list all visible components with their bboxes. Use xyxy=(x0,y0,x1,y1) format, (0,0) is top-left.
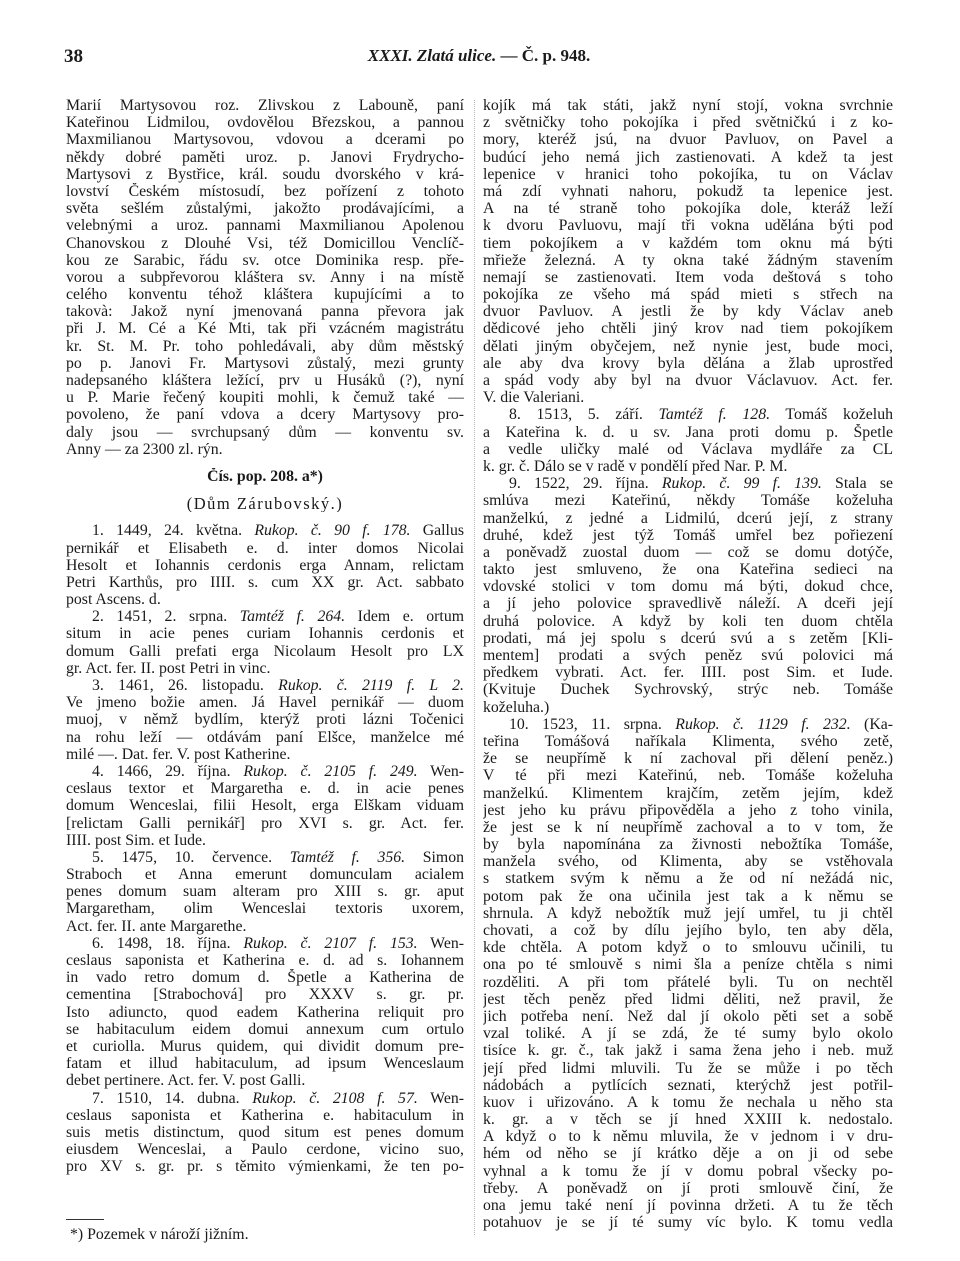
line-text: Čís. pop. 208. a*) xyxy=(207,467,323,485)
text-line xyxy=(66,1055,464,1072)
source-citation: Rukop. č. 90 f. 178. xyxy=(254,522,411,540)
line-text: Anny — za 2300 zl. rýn. xyxy=(66,440,223,458)
text-line xyxy=(483,1180,893,1197)
text-line xyxy=(66,694,464,711)
text-line xyxy=(66,677,464,694)
line-text: ceslaus saponista et Katherina e. habitaculum in xyxy=(66,1106,464,1124)
text-line xyxy=(483,1008,893,1025)
line-text: budúcí jeho nemá jich zastienovati. A kdež ta jest xyxy=(483,148,893,166)
line-text: po p. Janovi Fr. Martysovi zůstalý, mezi grunty xyxy=(66,354,464,372)
line-text: na rohu leží — otdávám paní Elšce, manželce mé xyxy=(66,728,464,746)
line-text-after: Tomáš koželuh xyxy=(770,406,893,424)
line-text: 1. 1449, 24. května. xyxy=(92,522,255,540)
text-line xyxy=(66,591,464,608)
text-line xyxy=(66,625,464,642)
text-line xyxy=(483,836,893,853)
footnote: *) Pozemek v nároží jižním. xyxy=(70,1226,249,1243)
line-text: celého konventu téhož kláštera kupujícími a to xyxy=(66,286,464,304)
text-line xyxy=(66,797,464,814)
text-line xyxy=(483,389,893,406)
line-text: kr. St. M. Pr. toho pohledávali, aby dům městský xyxy=(66,337,464,355)
line-text: manželkú. Klimentem krajčím, zetěm jejím, kdež xyxy=(483,784,893,802)
source-citation: Tamtéž f. 128. xyxy=(658,406,771,424)
line-text: se habitaculum eidem domui annexum cum ortulo xyxy=(66,1020,464,1038)
text-line xyxy=(483,1077,893,1094)
text-line xyxy=(66,338,464,355)
line-text: [relictam Galli pernikář] pro XVI s. gr. Act. fer. xyxy=(66,814,464,832)
line-text: nemají se zastienovati. Item voda deštová s toho xyxy=(483,268,893,286)
text-line xyxy=(483,406,893,423)
line-text: A když o to k němu mluvila, že v jednom i v dru- xyxy=(483,1128,893,1146)
source-citation: Rukop. č. 2119 f. L 2. xyxy=(278,677,464,694)
text-line xyxy=(483,750,893,767)
text-line xyxy=(66,900,464,917)
line-text: 8. 1513, 5. září. xyxy=(509,406,659,424)
text-line xyxy=(66,1107,464,1124)
text-line xyxy=(483,1145,893,1162)
line-text-after: Stala se xyxy=(821,475,893,493)
text-line xyxy=(483,149,893,166)
running-head-separator: — xyxy=(496,46,522,65)
line-text: in vado retro domum d. Špetle a Katherina de xyxy=(66,969,464,987)
line-text: povoleno, že paní vdova a dcery Martysovy pro- xyxy=(66,406,464,424)
text-line xyxy=(66,149,464,166)
line-text: debet pertinere. Act. fer. V. post Galli. xyxy=(66,1072,306,1090)
line-text: by byla napomínána za živnosti nebožtíka Tomáše, xyxy=(483,836,893,854)
line-text: 6. 1498, 18. října. xyxy=(92,934,244,952)
text-line xyxy=(66,1158,464,1175)
line-text: smlúva mezi Kateřinú, někdy Tomáše koželuha xyxy=(483,492,893,510)
page-number: 38 xyxy=(64,46,83,67)
line-text: pro XV s. gr. pr. s těmito výmienkami, že ten po- xyxy=(66,1158,464,1176)
line-text: (Dům Zárubovský.) xyxy=(186,495,344,513)
line-text: nádobách a pytlících seznati, kterýchž jest potřil- xyxy=(483,1076,893,1094)
line-text-after: Wen- xyxy=(417,934,464,952)
line-text-after: Wen- xyxy=(417,762,464,780)
text-line xyxy=(66,235,464,252)
text-line xyxy=(66,969,464,986)
text-line xyxy=(483,1042,893,1059)
text-line xyxy=(483,166,893,183)
text-line xyxy=(483,424,893,441)
text-line xyxy=(66,1038,464,1055)
text-line xyxy=(483,97,893,114)
text-line xyxy=(483,131,893,148)
line-text: 3. 1461, 26. listopadu. xyxy=(92,677,279,694)
text-line xyxy=(66,746,464,763)
text-line xyxy=(66,660,464,677)
text-line xyxy=(483,1060,893,1077)
text-line xyxy=(66,608,464,625)
text-line xyxy=(66,986,464,1003)
text-line xyxy=(66,1141,464,1158)
line-text: někdy dobré paměti uroz. p. Janovi Frydrycho- xyxy=(66,148,464,166)
text-line xyxy=(66,441,464,458)
text-line xyxy=(483,1111,893,1128)
text-line xyxy=(483,338,893,355)
text-line xyxy=(66,303,464,320)
line-text: tisíce k. gr. č., tak jakž i sama žena jeho i neb. muž xyxy=(483,1042,893,1060)
line-text: má zdí vyhnati nahoru, pokudž ta lepenice jest. xyxy=(483,182,893,200)
text-line xyxy=(66,522,464,539)
text-line xyxy=(483,956,893,973)
line-text: a spád vody aby byl na dvuor Václavuov. Act. fer. xyxy=(483,372,893,389)
line-text: hém od něho se jí krátko děje a on ji od sebe xyxy=(483,1145,893,1163)
text-line xyxy=(66,815,464,832)
source-citation: Tamtéž f. 356. xyxy=(289,848,406,866)
line-text: Petri Karthůs, pro IIII. s. cum XX gr. Act. sabbato xyxy=(66,573,464,591)
text-line xyxy=(66,355,464,372)
line-text: k dvoru Pavluovu, mají tři vokna udělána býti pod xyxy=(483,217,893,235)
line-text: manžela svého, od Klimenta, aby se vstěhovala xyxy=(483,853,893,871)
text-line xyxy=(483,510,893,527)
text-line xyxy=(483,785,893,802)
line-text-after: Wen- xyxy=(417,1089,464,1107)
text-line xyxy=(66,97,464,114)
line-text: s statkem svým k němu a že od ní nežádá nic, xyxy=(483,870,893,888)
line-text: Straboch et Anna emerunt domunculam acialem xyxy=(66,866,464,884)
line-text: jest těch peněz před lidmi děliti, než pravil, že xyxy=(483,990,893,1008)
line-text: et curiolla. Murus quidem, qui dividit domum pre- xyxy=(66,1037,464,1055)
line-text: daly jsou — svrchupsaný dům — konventu sv. xyxy=(66,423,464,441)
line-text: Margaretham, olim Wenceslai textoris uxorem, xyxy=(66,900,464,918)
line-text: 2. 1451, 2. srpna. xyxy=(92,608,240,626)
line-text: předkem vybrati. Act. fer. IIII. post Sim. et Iude. xyxy=(483,664,893,682)
line-text: Martysovi z Bystřice, král. soudu dvorského v krá- xyxy=(66,165,464,183)
line-text: V té při mezi Kateřinú, neb. Tomáše koželuha xyxy=(483,767,893,785)
text-line xyxy=(483,716,893,733)
text-line xyxy=(483,286,893,303)
line-text: kde chtěla. A potom když o to smlouvu učinili, tu xyxy=(483,939,893,957)
line-text: vyhnal a k tomu že jí v domu pobral všecky po- xyxy=(483,1162,893,1180)
text-line xyxy=(66,1090,464,1107)
line-text: potahuov je se jí té sumy víc bylo. K tomu vedla xyxy=(483,1214,893,1232)
text-line xyxy=(66,183,464,200)
line-text: Hesolt et Iohannis cerdonis erga Annam, relictam xyxy=(66,556,464,574)
line-text: mentem] prodati a svých peněz svú polovici má xyxy=(483,647,893,664)
line-text: ale aby dva krovy byla dělána a žlab uprostřed xyxy=(483,354,893,372)
text-line xyxy=(66,763,464,780)
text-line xyxy=(483,733,893,750)
running-head-house-number: Č. p. 948. xyxy=(521,46,591,65)
line-text: potom pak že ona učinila jest tak a k němu se xyxy=(483,887,893,905)
text-line xyxy=(483,114,893,131)
spacer xyxy=(66,485,464,495)
text-line xyxy=(66,166,464,183)
line-text: 5. 1475, 10. července. xyxy=(92,848,290,866)
line-text: domum Galli prefati erga Nicolaum Hesolt pro LX xyxy=(66,642,464,660)
line-text: 10. 1523, 11. srpna. xyxy=(509,715,676,733)
line-text: penes domum suam alteram pro XIII s. gr. aput xyxy=(66,883,464,901)
line-text-after: (Ka- xyxy=(850,715,893,733)
text-line xyxy=(483,974,893,991)
text-line xyxy=(66,643,464,660)
text-line xyxy=(483,939,893,956)
line-text: takto jest smluveno, že ona Kateřina sedieci na xyxy=(483,561,893,579)
text-line xyxy=(66,1021,464,1038)
text-line xyxy=(483,870,893,887)
line-text: chovati, a což by dílu jejího bylo, ten aby děla, xyxy=(483,922,893,939)
line-text: Act. fer. II. ante Margarethe. xyxy=(66,917,247,935)
line-text: shrnula. A když nebožtík muž její umřel, tu ji chtěl xyxy=(483,904,893,922)
text-line xyxy=(66,540,464,557)
column-divider xyxy=(474,100,475,1235)
line-text: eiusdem Wenceslai, a Paulo cerdone, vicino suo, xyxy=(66,1141,464,1159)
text-line xyxy=(483,252,893,269)
text-line xyxy=(66,131,464,148)
line-text: dědicové jeho chtěli jiný krov nad tiem pokojíkem xyxy=(483,320,893,338)
line-text: pokojíka ze všeho má spád mieti s střech na xyxy=(483,286,893,304)
text-line xyxy=(483,320,893,337)
line-text: suis metis distinctum, quod situm est penes domum xyxy=(66,1123,464,1141)
text-line xyxy=(483,492,893,509)
text-line xyxy=(66,883,464,900)
spacer xyxy=(66,458,464,468)
text-line xyxy=(483,527,893,544)
line-text: mřieže železná. A ty okna také žádným stavením xyxy=(483,251,893,269)
source-citation: Rukop. č. 1129 f. 232. xyxy=(675,715,851,733)
text-line xyxy=(483,595,893,612)
line-text: ceslaus textor et Margaretha e. d. in acie penes xyxy=(66,780,464,798)
page-header xyxy=(64,46,894,72)
line-text: V. die Valeriani. xyxy=(483,389,585,407)
line-text: její před lidmi mluvili. Tu že se může i po těch xyxy=(483,1059,893,1077)
text-line xyxy=(483,458,893,475)
text-line xyxy=(483,647,893,664)
text-line xyxy=(66,918,464,935)
line-text: vdovské stolici v tom domu má býti, dokud chce, xyxy=(483,578,893,596)
text-line xyxy=(66,574,464,591)
line-text: lovství Českém místosudí, bez pořízení z tohoto xyxy=(66,182,464,200)
line-text: třeby. A poněvadž on jí proti smlouvě činí, že xyxy=(483,1179,893,1197)
text-line xyxy=(483,888,893,905)
line-text: a vedle uličky malé od Václava mydláře za CL xyxy=(483,440,893,458)
text-line xyxy=(66,372,464,389)
line-text: teřina Tomášová naříkala Klimenta, svého zetě, xyxy=(483,732,893,750)
line-text: z světničky toho pokojíka i před světničkú i z ko- xyxy=(483,114,893,132)
text-line xyxy=(483,544,893,561)
running-head-title: XXXI. Zlatá ulice. xyxy=(367,46,497,65)
line-text: k. gr. č. Dálo se v radě v pondělí před Nar. P. M. xyxy=(483,457,788,475)
text-line xyxy=(66,952,464,969)
line-text-after: Gallus xyxy=(410,522,464,540)
line-text: velebnými a uroz. pannami Maxmilianou Apolenou xyxy=(66,217,464,235)
line-text-after: Simon xyxy=(405,848,464,866)
text-line xyxy=(483,630,893,647)
line-text: jich potřeba není. Než dal jí okolo pěti set a sobě xyxy=(483,1007,893,1025)
text-line xyxy=(66,320,464,337)
line-text: u P. Marie řečený koupiti mohli, k čemuž také — xyxy=(66,389,464,407)
line-text: takovà: Jakož nyní jmenovaná panna převora jak xyxy=(66,303,464,321)
text-line xyxy=(483,475,893,492)
text-line xyxy=(66,114,464,131)
line-text: kuov i uřizováno. A k tomu že nechala u něho sta xyxy=(483,1093,893,1111)
line-text: a Kateřina k. d. u sv. Jana proti domu p. Špetle xyxy=(483,423,893,441)
text-line xyxy=(483,1025,893,1042)
text-line xyxy=(483,561,893,578)
line-text: druhé, kdež jest týž Tomáš umřel bez pořiezení xyxy=(483,526,893,544)
line-text: milé —. Dat. fer. V. post Katherine. xyxy=(66,745,291,763)
line-text: 7. 1510, 14. dubna. xyxy=(92,1089,253,1107)
left-column xyxy=(66,97,464,1175)
line-text: pernikář et Elisabeth e. d. inter domos Nicolai xyxy=(66,539,464,557)
line-text: nadepsaného kláštera ležící, prv u Husáků (?), nyní xyxy=(66,372,464,389)
line-text: že se neupřímě k ní zachoval při dělení peněz.) xyxy=(483,750,893,768)
line-text: vzal toliké. A jí se zdá, že té sumy bylo okolo xyxy=(483,1025,893,1043)
line-text: dělati jiným obyčejem, než nynie jest, bude moci, xyxy=(483,337,893,355)
line-text: druhá polovice. A když by koli ten duom chtěla xyxy=(483,612,893,630)
text-line xyxy=(66,711,464,728)
text-line xyxy=(483,355,893,372)
text-line xyxy=(66,424,464,441)
text-line xyxy=(66,1072,464,1089)
section-heading xyxy=(66,495,464,512)
text-line xyxy=(483,699,893,716)
text-line xyxy=(483,1094,893,1111)
line-text: rozděliti. A při tom přátelé byli. Tu on nechtěl xyxy=(483,973,893,991)
line-text: tiem pokojíkem a v každém tom oknu má býti xyxy=(483,234,893,252)
running-head xyxy=(64,46,894,66)
text-line xyxy=(66,1124,464,1141)
line-text: Isto adiuncto, quod eadem Katherina reliquit pro xyxy=(66,1003,464,1021)
line-text: manželkú, z jedné a Lidmilú, dcerú její, z strany xyxy=(483,509,893,527)
line-text: vorou a subpřevorou kláštera sv. Anny i na místě xyxy=(66,268,464,286)
source-citation: Rukop. č. 99 f. 139. xyxy=(661,475,822,493)
line-text: IIII. post Sim. et Iude. xyxy=(66,831,206,849)
text-line xyxy=(66,252,464,269)
text-line xyxy=(483,681,893,698)
line-text: kou ze Sarabic, řádu sv. otce Dominika resp. pře- xyxy=(66,251,464,269)
line-text: Marií Martysovou roz. Zlivskou z Labouně, paní xyxy=(66,97,464,114)
line-text: muoj, v němž bydlím, kterýž proti lázni Točenici xyxy=(66,711,464,729)
line-text: a jí jeho polovice spravedlivě náleží. A dceři její xyxy=(483,595,893,613)
text-line xyxy=(66,935,464,952)
text-line xyxy=(483,905,893,922)
line-text: Kateřinou Lidmilou, ovdovělou Březskou, a pannou xyxy=(66,114,464,132)
text-line xyxy=(483,767,893,784)
line-text: světa sešlém zůstalými, jakožto prodávajícími, a xyxy=(66,200,464,218)
text-line xyxy=(66,780,464,797)
line-text: cementina [Strabochová] pro XXXV s. gr. pr. xyxy=(66,986,464,1004)
text-line xyxy=(483,441,893,458)
line-text: koželuha.) xyxy=(483,698,550,716)
text-line xyxy=(483,664,893,681)
line-text: ceslaus saponista et Katherina e. d. ad s. Iohannem xyxy=(66,952,464,969)
text-line xyxy=(483,578,893,595)
line-text: fatam et illud habitaculum, ad ipsum Wenceslaum xyxy=(66,1055,464,1073)
source-citation: Rukop. č. 2107 f. 153. xyxy=(243,934,418,952)
line-text: k. gr. a v těch se jí hned XXIII k. nedostalo. xyxy=(483,1111,893,1129)
text-line xyxy=(483,372,893,389)
text-line xyxy=(66,729,464,746)
footnote-rule xyxy=(66,1219,104,1220)
text-line xyxy=(66,389,464,406)
line-text: domum Wenceslai, filii Hesolt, erga Elškam viduam xyxy=(66,797,464,815)
text-line xyxy=(483,1214,893,1231)
text-line xyxy=(483,303,893,320)
line-text: kojík má tak státi, jakž nyní stojí, vokna svrchnie xyxy=(483,97,893,114)
line-text: Maxmilianou Martysovou, vdovou a dcerami po xyxy=(66,131,464,149)
text-line xyxy=(483,183,893,200)
source-citation: Rukop. č. 2105 f. 249. xyxy=(243,762,418,780)
line-text: 4. 1466, 29. října. xyxy=(92,762,244,780)
text-line xyxy=(483,853,893,870)
text-line xyxy=(66,849,464,866)
line-text: a poněvadž zuostal duom — což se domu dotýče, xyxy=(483,543,893,561)
line-text: 9. 1522, 29. října. xyxy=(509,475,662,493)
source-citation: Tamtéž f. 264. xyxy=(239,608,346,626)
line-text: mory, kteréž jsú, na dvuor Pavluov, on Pavel a xyxy=(483,131,893,149)
source-citation: Rukop. č. 2108 f. 57. xyxy=(252,1089,418,1107)
line-text: Chanovskou z Dlouhé Vsi, též Domicillou Venclíč- xyxy=(66,234,464,252)
text-line xyxy=(66,269,464,286)
line-text: ona jemu také není jí povinna držeti. A tu že těch xyxy=(483,1197,893,1214)
text-line xyxy=(66,832,464,849)
text-line xyxy=(66,217,464,234)
text-line xyxy=(66,406,464,423)
text-line xyxy=(483,1163,893,1180)
line-text: jest jeho ku právu připověděla a jeho z toho vinila, xyxy=(483,801,893,819)
line-text: situm in acie penes curiam Iohannis cerdonis et xyxy=(66,625,464,643)
line-text: post Ascens. d. xyxy=(66,591,161,609)
text-line xyxy=(66,286,464,303)
line-text: že jest se k ní neupřímě zachoval a to v tom, že xyxy=(483,818,893,836)
line-text: prodati, má jej spolu s dcerú svú a s zetěm [Kli- xyxy=(483,629,893,647)
line-text: (Kvituje Duchek Sychrovský, strýc neb. Tomáše xyxy=(483,681,893,699)
line-text: A na té straně toho pokojíka dole, kteráž leží xyxy=(483,200,893,218)
line-text: gr. Act. fer. II. post Petri in vinc. xyxy=(66,659,271,677)
spacer xyxy=(66,512,464,522)
section-heading xyxy=(66,468,464,485)
text-line xyxy=(66,1004,464,1021)
text-line xyxy=(66,557,464,574)
text-line xyxy=(483,991,893,1008)
text-line xyxy=(483,217,893,234)
text-line xyxy=(66,866,464,883)
line-text: ona po té smlouvě s nimi šla a peníze chtěla s nimi xyxy=(483,956,893,974)
text-line xyxy=(483,269,893,286)
text-line xyxy=(483,235,893,252)
line-text: Ve jmeno božie amen. Já Havel pernikář — duom xyxy=(66,694,464,712)
text-line xyxy=(483,922,893,939)
text-line xyxy=(66,200,464,217)
text-line xyxy=(483,613,893,630)
line-text: dvuor Pavluov. A jestli že by kdy Václav aneb xyxy=(483,303,893,321)
text-line xyxy=(483,1197,893,1214)
line-text: lepenice v hranici toho pokojíka, tu on Václav xyxy=(483,165,893,183)
text-line xyxy=(483,819,893,836)
text-line xyxy=(483,802,893,819)
right-column xyxy=(483,97,893,1231)
text-line xyxy=(483,1128,893,1145)
line-text-after: Idem e. ortum xyxy=(345,608,464,626)
line-text: při J. M. Cé a Ké Mti, tak při vzácném magistrátu xyxy=(66,320,464,338)
text-line xyxy=(483,200,893,217)
